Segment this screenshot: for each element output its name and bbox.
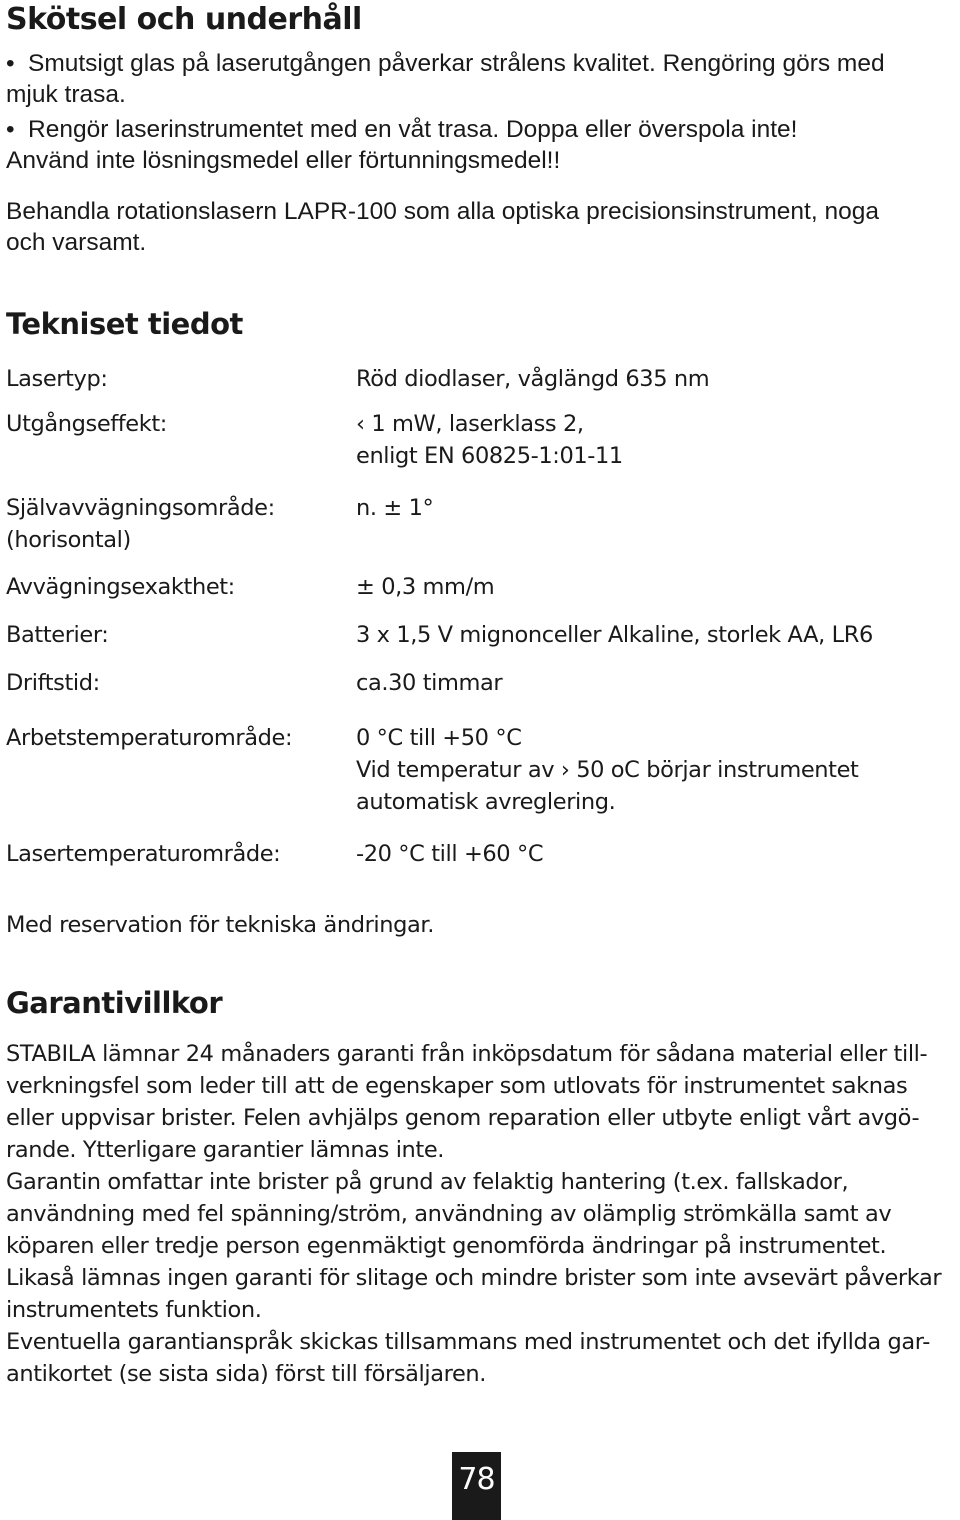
care-note-line-1: Behandla rotationslasern LAPR-100 som alla optiska precisionsinstrument, noga (6, 198, 879, 225)
care-bullet-1-line-1: Smutsigt glas på laserutgången påverkar strålens kvalitet. Rengöring görs med (28, 50, 885, 77)
bullet-dot: • (6, 116, 15, 143)
spec-value-line: ‹ 1 mW, laserklass 2, (356, 411, 584, 437)
warranty-line: STABILA lämnar 24 månaders garanti från inköpsdatum för sådana material eller till- (6, 1041, 928, 1067)
specs-title: Tekniset tiedot (6, 307, 243, 341)
warranty-line: Garantin omfattar inte brister på grund av felaktig hantering (t.ex. fallskador, (6, 1169, 849, 1195)
warranty-line: köparen eller tredje person egenmäktigt genomförda ändringar på instrumentet. (6, 1233, 887, 1259)
spec-value-arbetstemperatur (356, 722, 956, 818)
warranty-line: instrumentets funktion. (6, 1297, 262, 1323)
spec-label-avvagningsexakthet (6, 571, 346, 603)
spec-value-line: enligt EN 60825-1:01-11 (356, 443, 623, 469)
spec-value-line: ca.30 timmar (356, 670, 503, 696)
spec-label-arbetstemperatur (6, 722, 346, 754)
warranty-line: Likaså lämnas ingen garanti för slitage och mindre brister som inte avsevärt påverkar (6, 1265, 942, 1291)
spec-label-line: Arbetstemperaturområde: (6, 725, 293, 751)
spec-label-line: Driftstid: (6, 670, 100, 696)
spec-value-line: Vid temperatur av › 50 oC börjar instrumentet (356, 757, 859, 783)
care-note-line-2: och varsamt. (6, 229, 147, 256)
spec-label-line: (horisontal) (6, 527, 131, 553)
spec-value-line: ± 0,3 mm/m (356, 574, 495, 600)
warranty-title: Garantivillkor (6, 986, 223, 1020)
spec-label-line: Självavvägningsområde: (6, 495, 275, 521)
page-number: 78 (452, 1452, 501, 1520)
spec-value-sjalvavvagning (356, 492, 956, 524)
care-bullet-2-line-2: Använd inte lösningsmedel eller förtunningsmedel!! (6, 147, 561, 174)
care-bullet-2 (6, 114, 946, 176)
care-bullet-1-line-2: mjuk trasa. (6, 81, 126, 108)
spec-label-driftstid (6, 667, 346, 699)
spec-value-utgangseffekt (356, 408, 956, 472)
spec-value-line: Röd diodlaser, våglängd 635 nm (356, 366, 710, 392)
spec-value-driftstid (356, 667, 956, 699)
spec-value-lasertyp (356, 363, 956, 395)
care-note (6, 196, 951, 258)
spec-label-sjalvavvagning (6, 492, 346, 556)
spec-value-line: n. ± 1° (356, 495, 434, 521)
spec-value-lasertemperatur (356, 838, 956, 870)
spec-value-line: automatisk avreglering. (356, 789, 616, 815)
warranty-text (6, 1038, 951, 1390)
spec-label-line: Avvägningsexakthet: (6, 574, 235, 600)
spec-value-line: 3 x 1,5 V mignonceller Alkaline, storlek AA, LR6 (356, 622, 873, 648)
spec-label-lasertyp (6, 363, 346, 395)
spec-value-batterier (356, 619, 956, 651)
care-title: Skötsel och underhåll (6, 2, 362, 37)
warranty-line: rande. Ytterligare garantier lämnas inte. (6, 1137, 445, 1163)
warranty-line: verkningsfel som leder till att de egenskaper som utlovats för instrumentet saknas (6, 1073, 908, 1099)
warranty-line: Eventuella garantianspråk skickas tillsammans med instrumentet och det ifyllda gar- (6, 1329, 930, 1355)
warranty-line: eller uppvisar brister. Felen avhjälps genom reparation eller utbyte enligt vårt avgö- (6, 1105, 920, 1131)
spec-value-line: 0 °C till +50 °C (356, 725, 522, 751)
spec-value-line: -20 °C till +60 °C (356, 841, 544, 867)
care-bullet-1 (6, 48, 946, 110)
specs-reservation-line: Med reservation för tekniska ändringar. (6, 912, 434, 938)
warranty-line: användning med fel spänning/ström, användning av olämplig strömkälla samt av (6, 1201, 892, 1227)
bullet-dot: • (6, 50, 15, 77)
spec-label-line: Utgångseffekt: (6, 411, 167, 437)
spec-label-line: Batterier: (6, 622, 109, 648)
spec-label-lasertemperatur (6, 838, 346, 870)
warranty-line: antikortet (se sista sida) först till försäljaren. (6, 1361, 487, 1387)
specs-reservation (6, 909, 951, 941)
spec-label-line: Lasertyp: (6, 366, 108, 392)
spec-label-line: Lasertemperaturområde: (6, 841, 281, 867)
care-bullet-2-line-1: Rengör laserinstrumentet med en våt trasa. Doppa eller överspola inte! (28, 116, 798, 143)
spec-label-utgangseffekt (6, 408, 346, 440)
spec-value-avvagningsexakthet (356, 571, 956, 603)
spec-label-batterier (6, 619, 346, 651)
